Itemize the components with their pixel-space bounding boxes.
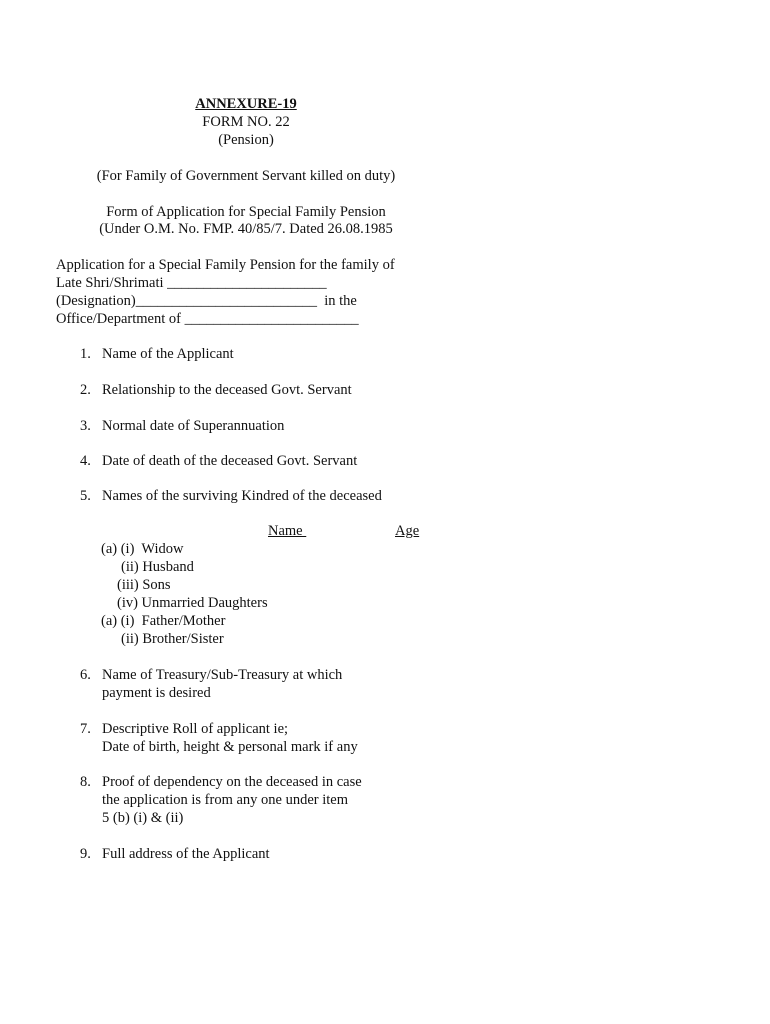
item-label-cont: the application is from any one under item	[102, 792, 349, 808]
form-number: FORM NO. 22	[202, 114, 290, 130]
item-label: Names of the surviving Kindred of the deceased	[102, 488, 382, 504]
kindred-col-name: Name	[268, 523, 307, 539]
item-label: Proof of dependency on the deceased in case	[102, 774, 362, 790]
form-type: (Pension)	[218, 132, 274, 148]
kindred-row-husband: (ii) Husband	[121, 559, 194, 575]
item-label: Date of death of the deceased Govt. Servant	[102, 453, 358, 469]
item-label-cont: 5 (b) (i) & (ii)	[102, 810, 184, 826]
form-title-line1: Form of Application for Special Family Pension	[106, 204, 386, 220]
item-number: 6.	[80, 667, 91, 683]
intro-line-office: Office/Department of ________________________	[56, 311, 359, 327]
intro-line-deceased-name: Late Shri/Shrimati ______________________	[56, 275, 327, 291]
annexure-title: ANNEXURE-19	[195, 96, 297, 112]
item-label-cont: Date of birth, height & personal mark if any	[102, 739, 358, 755]
item-number: 5.	[80, 488, 91, 504]
kindred-row-parents: (a) (i) Father/Mother	[101, 613, 226, 629]
form-purpose: (For Family of Government Servant killed on duty)	[96, 168, 396, 184]
item-number: 9.	[80, 846, 91, 862]
kindred-col-age: Age	[395, 523, 420, 539]
item-label-cont: payment is desired	[102, 685, 211, 701]
item-label: Name of Treasury/Sub-Treasury at which	[102, 667, 343, 683]
item-number: 7.	[80, 721, 91, 737]
kindred-row-sons: (iii) Sons	[117, 577, 171, 593]
kindred-row-daughters: (iv) Unmarried Daughters	[117, 595, 268, 611]
item-number: 2.	[80, 382, 91, 398]
form-title-line2: (Under O.M. No. FMP. 40/85/7. Dated 26.08.1985	[99, 221, 393, 237]
item-number: 4.	[80, 453, 91, 469]
kindred-row-widow: (a) (i) Widow	[101, 541, 184, 557]
item-label: Name of the Applicant	[102, 346, 234, 362]
intro-line-designation: (Designation)_________________________ in the	[56, 293, 357, 309]
item-number: 8.	[80, 774, 91, 790]
item-label: Descriptive Roll of applicant ie;	[102, 721, 289, 737]
item-number: 1.	[80, 346, 91, 362]
item-label: Relationship to the deceased Govt. Servant	[102, 382, 352, 398]
kindred-row-siblings: (ii) Brother/Sister	[121, 631, 224, 647]
item-label: Full address of the Applicant	[102, 846, 270, 862]
item-number: 3.	[80, 418, 91, 434]
item-label: Normal date of Superannuation	[102, 418, 285, 434]
intro-line-1: Application for a Special Family Pension for the family of	[56, 257, 395, 273]
